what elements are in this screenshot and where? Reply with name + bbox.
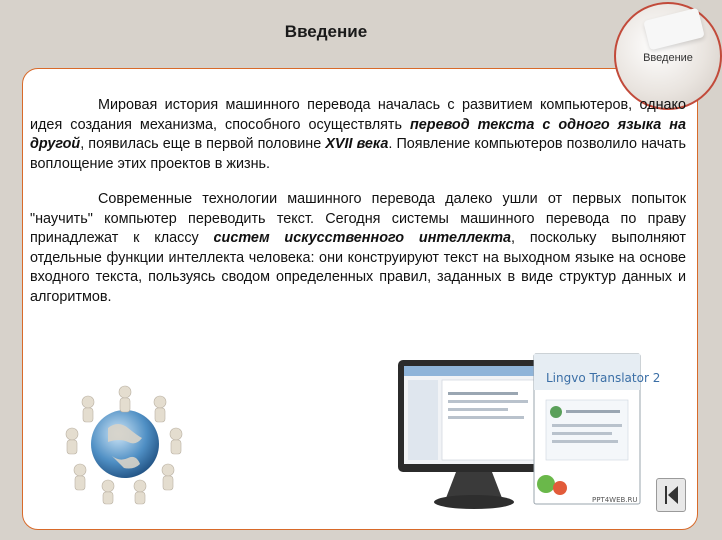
first-slide-button[interactable] — [656, 478, 686, 512]
p1-text-1: Мировая история машинного перевода началась с развитием компьютеров, однако идея создания механизма, способного осуществлять — [30, 97, 686, 133]
badge-label: Введение — [643, 52, 693, 64]
p2-text-1: Современные технологии машинного перевода далеко ушли от первых попыток "научить" компьютер переводить текст. Сегодня системы машинного перевода по праву принадлежат к классу — [30, 191, 686, 246]
paragraph-2 — [30, 190, 686, 307]
section-badge — [614, 2, 722, 110]
first-slide-arrow — [668, 486, 678, 504]
paper-illustration — [643, 8, 705, 51]
p1-emphasis-2: XVII века — [325, 136, 389, 152]
p1-emphasis-1: перевод текста с одного языка на другой — [30, 116, 686, 152]
paragraph-1 — [30, 96, 686, 174]
p1-text-2: , появилась еще в первой половине — [80, 136, 326, 152]
p2-text-2: , поскольку выполняют отдельные функции интеллекта человека: они конструируют текст на выходном языке на основе входного текста, пользуясь сводом определенных правил, заданных в виде структур данных и алгоритмов. — [30, 230, 686, 305]
globe-people-image — [60, 378, 190, 508]
monitors-image — [396, 352, 661, 517]
slide-title: Введение — [284, 22, 368, 41]
p2-emphasis-1: систем искусственного интеллекта — [213, 230, 511, 246]
p1-text-3: . Появление компьютеров позволило начать воплощение этих проектов в жизнь. — [30, 136, 686, 172]
watermark-text: PPT4WEB.RU — [592, 496, 638, 504]
body-text — [30, 96, 686, 323]
first-slide-icon — [665, 486, 667, 504]
product-title: Lingvo Translator 2 — [546, 371, 661, 385]
